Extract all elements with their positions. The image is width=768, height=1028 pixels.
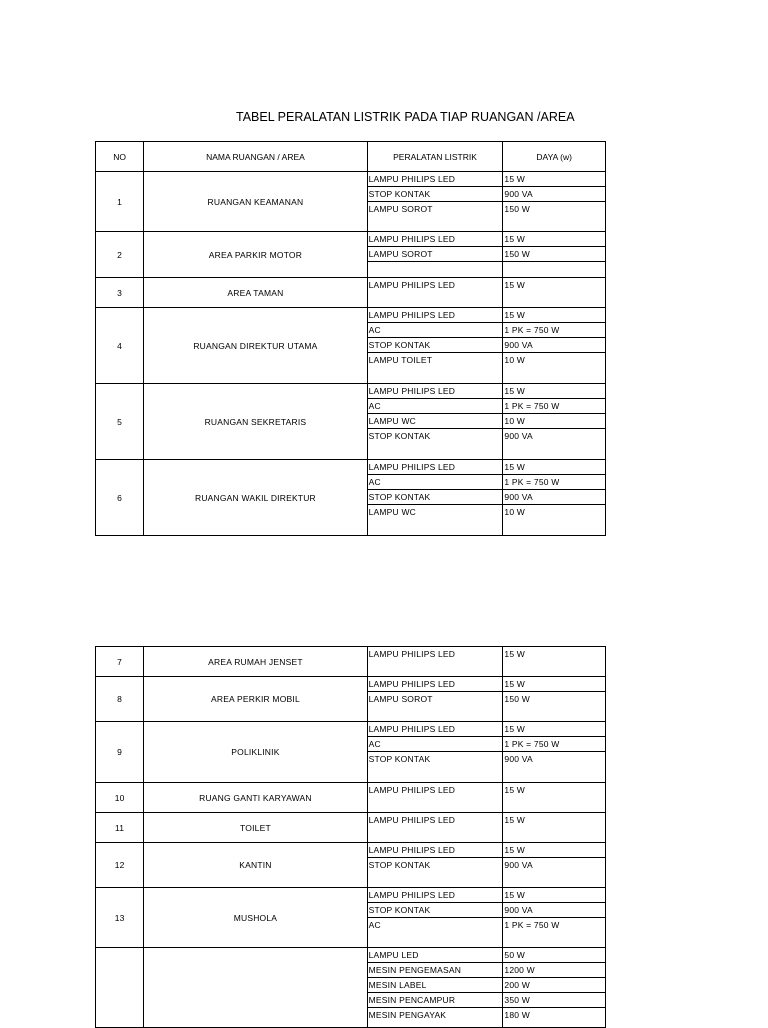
power-value: 1200 W: [503, 963, 605, 978]
equipment-name: STOP KONTAK: [368, 431, 431, 441]
equipment-cell: [367, 460, 503, 536]
power-value: 10 W: [503, 414, 605, 429]
table-row: [96, 647, 606, 677]
equipment-name: LAMPU TOILET: [368, 355, 433, 365]
power-value: 200 W: [503, 978, 605, 993]
equipment-name: [368, 262, 503, 277]
room-name: AREA TAMAN: [144, 278, 367, 308]
power-value: 15 W: [503, 888, 605, 903]
equipment-table-1: [95, 141, 606, 536]
table-row: [96, 722, 606, 783]
power-value: 1 PK = 750 W: [503, 737, 605, 752]
equipment-name: LAMPU SOROT: [368, 694, 433, 704]
equipment-name: LAMPU PHILIPS LED: [368, 308, 503, 323]
power-value: 15 W: [504, 785, 526, 795]
power-cell: [503, 647, 606, 677]
power-value: 900 VA: [504, 754, 533, 764]
equipment-name: LAMPU PHILIPS LED: [368, 172, 503, 187]
table-row: [96, 384, 606, 460]
equipment-name: STOP KONTAK: [368, 338, 503, 353]
power-cell: [503, 843, 606, 888]
equipment-cell: [367, 308, 503, 384]
table-row: [96, 460, 606, 536]
power-value: 15 W: [503, 722, 605, 737]
power-value: 150 W: [503, 247, 605, 262]
power-cell: [503, 172, 606, 232]
equipment-cell: [367, 232, 503, 278]
equipment-name: AC: [368, 920, 381, 930]
row-number: 11: [96, 813, 144, 843]
room-name: RUANGAN KEAMANAN: [144, 172, 367, 232]
equipment-name: LAMPU PHILIPS LED: [368, 384, 503, 399]
power-value: 15 W: [503, 232, 605, 247]
equipment-name: LAMPU PHILIPS LED: [368, 785, 456, 795]
power-value: 900 VA: [503, 903, 605, 918]
equipment-name: AC: [368, 737, 503, 752]
equipment-name: LAMPU SOROT: [368, 247, 503, 262]
equipment-cell: [367, 888, 503, 948]
power-cell: [503, 278, 606, 308]
power-value: 1 PK = 750 W: [503, 399, 605, 414]
table-row: [96, 948, 606, 1028]
header-peralatan: PERALATAN LISTRIK: [367, 142, 503, 172]
row-number: 4: [96, 308, 144, 384]
row-number: 6: [96, 460, 144, 536]
power-value: 15 W: [504, 280, 526, 290]
equipment-cell: [367, 948, 503, 1028]
equipment-name: LAMPU PHILIPS LED: [368, 460, 503, 475]
equipment-name: LAMPU PHILIPS LED: [368, 888, 503, 903]
power-value: 900 VA: [503, 187, 605, 202]
equipment-name: LAMPU PHILIPS LED: [368, 815, 456, 825]
power-value: 15 W: [504, 815, 526, 825]
table-row: [96, 232, 606, 278]
row-number: 10: [96, 783, 144, 813]
power-cell: [503, 783, 606, 813]
equipment-name: LAMPU WC: [368, 507, 417, 517]
row-number: 1: [96, 172, 144, 232]
equipment-name: MESIN PENCAMPUR: [368, 993, 503, 1008]
row-number: [96, 948, 144, 1028]
table-row: [96, 308, 606, 384]
equipment-name: LAMPU PHILIPS LED: [368, 722, 503, 737]
equipment-name: STOP KONTAK: [368, 490, 503, 505]
power-value: 150 W: [504, 204, 530, 214]
power-value: 1 PK = 750 W: [503, 323, 605, 338]
equipment-cell: [367, 813, 503, 843]
equipment-name: LAMPU PHILIPS LED: [368, 843, 503, 858]
room-name: MUSHOLA: [144, 888, 367, 948]
power-value: 10 W: [504, 355, 526, 365]
header-nama: NAMA RUANGAN / AREA: [144, 142, 367, 172]
power-value: 15 W: [504, 649, 526, 659]
equipment-name: MESIN LABEL: [368, 978, 503, 993]
power-cell: [503, 460, 606, 536]
row-number: 3: [96, 278, 144, 308]
equipment-cell: [367, 783, 503, 813]
power-cell: [503, 308, 606, 384]
power-cell: [503, 384, 606, 460]
row-number: 7: [96, 647, 144, 677]
power-cell: [503, 813, 606, 843]
equipment-name: MESIN PENGAYAK: [368, 1010, 447, 1020]
power-value: 900 VA: [503, 338, 605, 353]
room-name: RUANGAN DIREKTUR UTAMA: [144, 308, 367, 384]
power-value: [503, 262, 605, 277]
row-number: 9: [96, 722, 144, 783]
equipment-name: LAMPU PHILIPS LED: [368, 677, 503, 692]
equipment-name: MESIN PENGEMASAN: [368, 963, 503, 978]
equipment-name: LAMPU SOROT: [368, 204, 433, 214]
equipment-name: STOP KONTAK: [368, 860, 431, 870]
power-value: 350 W: [503, 993, 605, 1008]
table-row: [96, 888, 606, 948]
power-value: 15 W: [503, 843, 605, 858]
power-value: 15 W: [503, 308, 605, 323]
room-name: KANTIN: [144, 843, 367, 888]
power-value: 1 PK = 750 W: [504, 920, 560, 930]
equipment-cell: [367, 172, 503, 232]
power-value: 900 VA: [503, 490, 605, 505]
equipment-name: LAMPU PHILIPS LED: [368, 280, 456, 290]
equipment-name: LAMPU WC: [368, 414, 503, 429]
equipment-name: AC: [368, 475, 503, 490]
table-row: [96, 813, 606, 843]
row-number: 13: [96, 888, 144, 948]
equipment-name: AC: [368, 323, 503, 338]
power-value: 1 PK = 750 W: [503, 475, 605, 490]
power-value: 180 W: [504, 1010, 530, 1020]
power-cell: [503, 232, 606, 278]
row-number: 2: [96, 232, 144, 278]
power-value: 15 W: [503, 677, 605, 692]
equipment-cell: [367, 722, 503, 783]
room-name: RUANGAN WAKIL DIREKTUR: [144, 460, 367, 536]
power-cell: [503, 677, 606, 722]
table-header-row: [96, 142, 606, 172]
equipment-name: STOP KONTAK: [368, 187, 503, 202]
equipment-name: LAMPU PHILIPS LED: [368, 649, 456, 659]
power-value: 900 VA: [504, 431, 533, 441]
power-value: 10 W: [504, 507, 526, 517]
header-no: NO: [96, 142, 144, 172]
room-name: TOILET: [144, 813, 367, 843]
equipment-cell: [367, 843, 503, 888]
equipment-name: STOP KONTAK: [368, 903, 503, 918]
table-row: [96, 677, 606, 722]
power-cell: [503, 722, 606, 783]
equipment-cell: [367, 647, 503, 677]
equipment-name: LAMPU PHILIPS LED: [368, 232, 503, 247]
room-name: AREA PARKIR MOTOR: [144, 232, 367, 278]
power-value: 50 W: [503, 948, 605, 963]
room-name: AREA RUMAH JENSET: [144, 647, 367, 677]
table-row: [96, 783, 606, 813]
equipment-name: STOP KONTAK: [368, 754, 431, 764]
room-name: AREA PERKIR MOBIL: [144, 677, 367, 722]
power-value: 15 W: [503, 172, 605, 187]
room-name: [144, 948, 367, 1028]
table-row: [96, 278, 606, 308]
power-value: 900 VA: [504, 860, 533, 870]
page-title: TABEL PERALATAN LISTRIK PADA TIAP RUANGAN /AREA: [236, 110, 575, 124]
equipment-cell: [367, 677, 503, 722]
row-number: 12: [96, 843, 144, 888]
room-name: POLIKLINIK: [144, 722, 367, 783]
header-daya: DAYA (w): [503, 142, 606, 172]
room-name: RUANGAN SEKRETARIS: [144, 384, 367, 460]
power-value: 15 W: [503, 460, 605, 475]
equipment-table-2: [95, 646, 606, 1028]
row-number: 8: [96, 677, 144, 722]
equipment-cell: [367, 384, 503, 460]
equipment-name: LAMPU LED: [368, 948, 503, 963]
power-cell: [503, 948, 606, 1028]
table-row: [96, 843, 606, 888]
power-value: 150 W: [504, 694, 530, 704]
room-name: RUANG GANTI KARYAWAN: [144, 783, 367, 813]
row-number: 5: [96, 384, 144, 460]
table-row: [96, 172, 606, 232]
equipment-name: AC: [368, 399, 503, 414]
power-value: 15 W: [503, 384, 605, 399]
equipment-cell: [367, 278, 503, 308]
power-cell: [503, 888, 606, 948]
